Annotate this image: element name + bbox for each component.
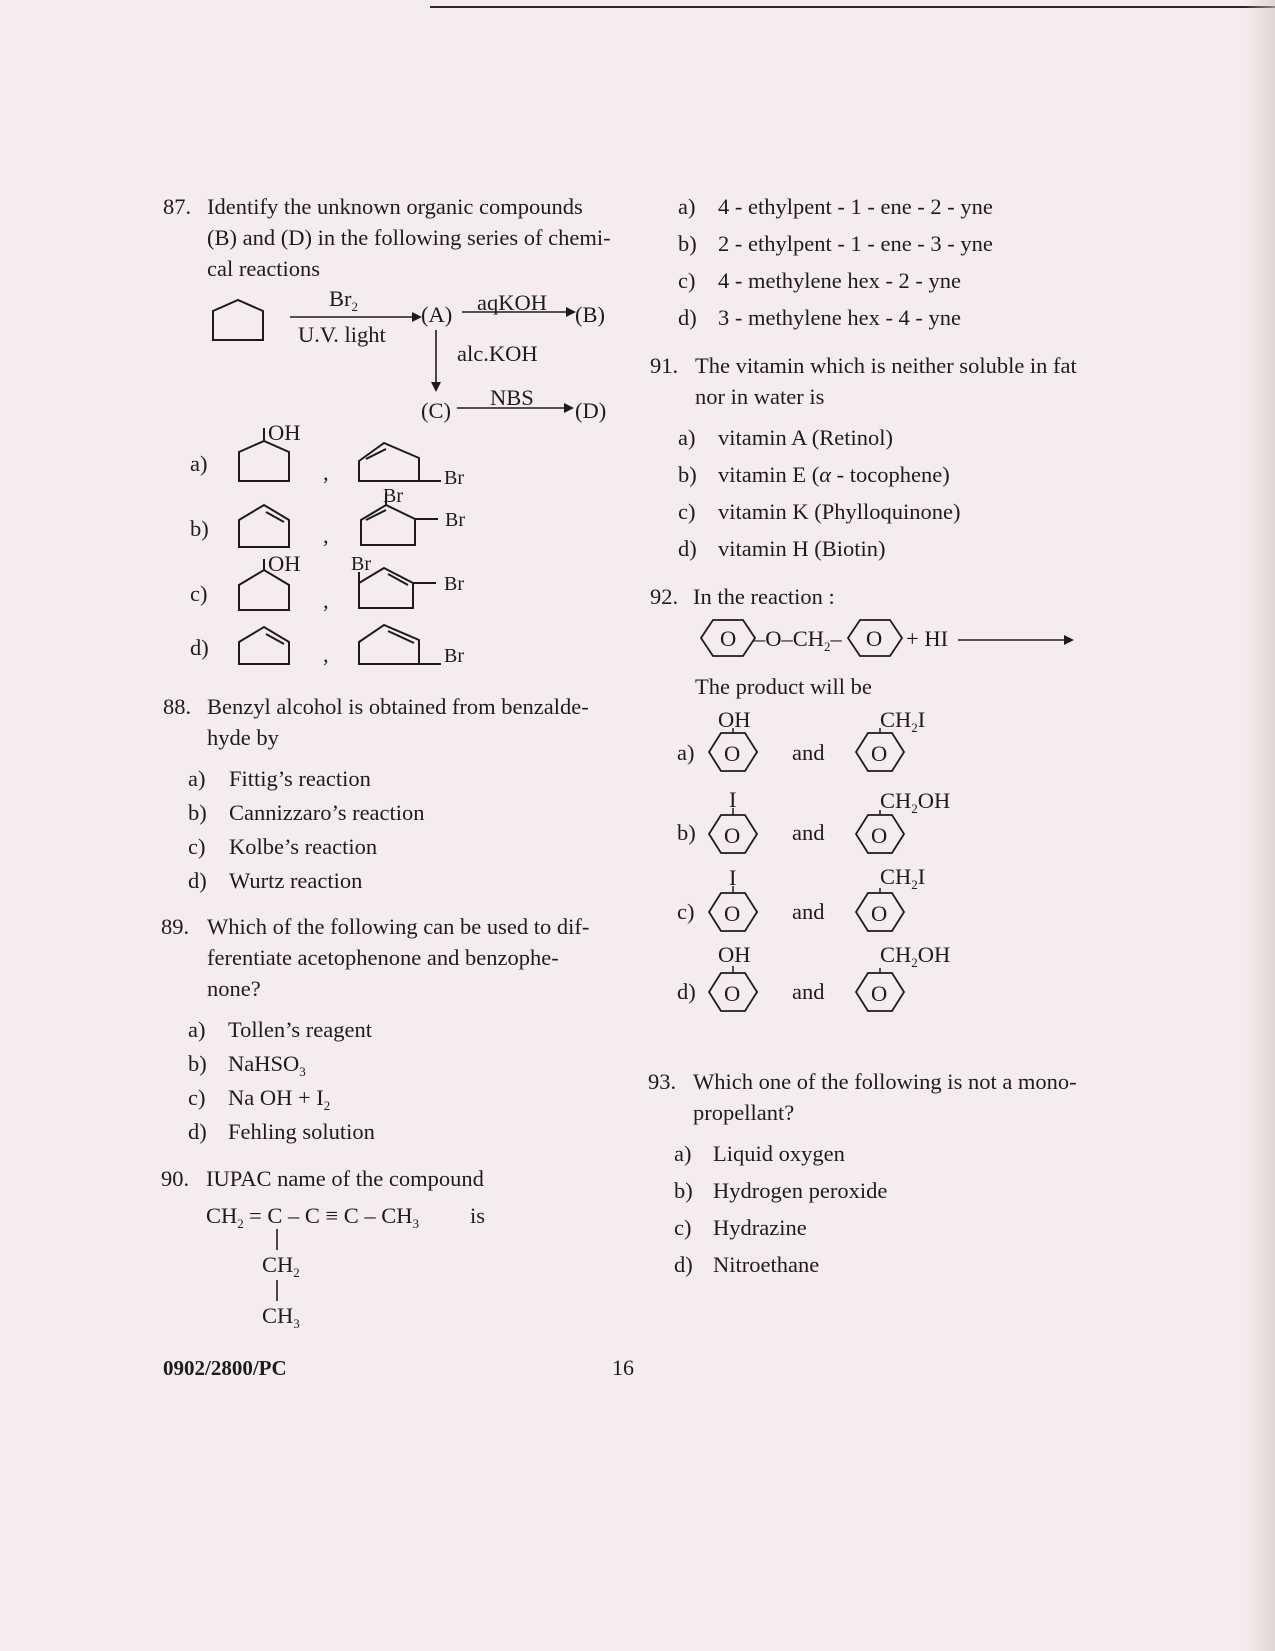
option-text: Liquid oxygen xyxy=(713,1141,845,1166)
substituent-oh: OH xyxy=(268,551,301,576)
substituent-left: OH xyxy=(718,942,751,967)
reagent-uv-light: U.V. light xyxy=(298,322,386,347)
option-text: NaHSO$_3$ xyxy=(228,1051,306,1079)
separator: , xyxy=(323,460,329,485)
option-text: Cannizzaro’s reaction xyxy=(229,800,425,825)
substituent-br: Br xyxy=(444,467,464,489)
substituent-br: Br xyxy=(383,485,403,507)
booklet-code: 0902/2800/PC xyxy=(163,1356,287,1380)
option-label: c) xyxy=(677,899,695,924)
ring-letter: O xyxy=(871,823,888,848)
ring xyxy=(239,627,289,664)
reagent-alc-koh: alc.KOH xyxy=(457,341,538,366)
question-text-line: Benzyl alcohol is obtained from benzalde- xyxy=(207,694,589,719)
ring xyxy=(359,443,419,481)
substituent-br: Br xyxy=(445,509,465,531)
substituent-oh: OH xyxy=(268,420,301,445)
question-text-line: cal reactions xyxy=(207,256,321,281)
cyclopentane-ring xyxy=(213,300,263,340)
compound-d: (D) xyxy=(575,398,607,423)
question-text-line: The vitamin which is neither soluble in fat xyxy=(695,353,1077,378)
option-text: vitamin E (α - tocophene) xyxy=(718,462,950,487)
ring xyxy=(239,505,289,547)
formula-branch-ch2: $CH_2$ xyxy=(262,1252,300,1280)
ring xyxy=(361,505,415,545)
substituent-left: I xyxy=(729,787,737,812)
ring-letter: O xyxy=(871,741,888,766)
ring-letter: O xyxy=(871,901,888,926)
option-label: c) xyxy=(188,834,206,859)
option-label: c) xyxy=(678,499,696,524)
question-text-line: ferentiate acetophenone and benzophe- xyxy=(207,945,559,970)
question-text-line: In the reaction : xyxy=(693,584,835,609)
formula-chain: = $C - C \equiv C - CH_3$ xyxy=(249,1203,420,1231)
option-label: b) xyxy=(674,1178,693,1203)
option-label: c) xyxy=(678,268,696,293)
option-label: b) xyxy=(677,820,696,845)
option-text: vitamin H (Biotin) xyxy=(718,536,886,561)
question-number: 88. xyxy=(163,694,192,719)
compound-b: (B) xyxy=(575,302,605,327)
option-text: Fehling solution xyxy=(228,1119,375,1144)
substituent-br: Br xyxy=(444,573,464,595)
option-label: b) xyxy=(188,800,207,825)
page-number: 16 xyxy=(612,1355,634,1380)
option-label: d) xyxy=(674,1252,693,1277)
ring-letter: O xyxy=(871,981,888,1006)
option-label: b) xyxy=(678,462,697,487)
question-text-line: IUPAC name of the compound xyxy=(206,1166,484,1191)
option-label: d) xyxy=(188,868,207,893)
separator: , xyxy=(323,523,329,548)
option-text: Nitroethane xyxy=(713,1252,820,1277)
product-line: The product will be xyxy=(695,674,872,699)
question-number: 93. xyxy=(648,1069,677,1094)
option-text: Na OH + $I_2$ xyxy=(228,1085,331,1113)
option-label: b) xyxy=(188,1051,207,1076)
ring-letter: O xyxy=(724,741,741,766)
option-text: Hydrazine xyxy=(713,1215,807,1240)
arrow-head xyxy=(431,382,441,392)
option-label: a) xyxy=(190,451,208,476)
option-text: Kolbe’s reaction xyxy=(229,834,378,859)
option-label: a) xyxy=(188,766,206,791)
option-label: c) xyxy=(188,1085,206,1110)
ring-letter: O xyxy=(724,823,741,848)
top-rule xyxy=(430,6,1275,8)
option-label: a) xyxy=(677,740,695,765)
question-number: 89. xyxy=(161,914,190,939)
option-text: 3 - methylene hex - 4 - yne xyxy=(718,305,962,330)
option-label: d) xyxy=(677,979,696,1004)
substituent-br: Br xyxy=(351,553,371,575)
ring-letter: O xyxy=(720,626,737,651)
and-word: and xyxy=(792,820,825,845)
question-text-line: hyde by xyxy=(207,725,279,750)
question-number: 92. xyxy=(650,584,679,609)
option-label: a) xyxy=(678,425,696,450)
reagent-aqkoh: aqKOH xyxy=(477,290,547,315)
substituent-right: $CH_2OH$ xyxy=(880,942,951,970)
option-text: Tollen’s reagent xyxy=(228,1017,372,1042)
arrow-head xyxy=(1064,635,1074,645)
reagent-hi: + HI xyxy=(906,626,949,651)
option-label: b) xyxy=(190,516,209,541)
question-text-line: nor in water is xyxy=(695,384,825,409)
option-text: vitamin A (Retinol) xyxy=(718,425,893,450)
separator: , xyxy=(323,588,329,613)
option-label: c) xyxy=(674,1215,692,1240)
ether-link: $-O-CH_2-$ xyxy=(754,626,842,654)
substituent-left: I xyxy=(729,865,737,890)
compound-a: (A) xyxy=(421,302,453,327)
option-text: 4 - ethylpent - 1 - ene - 2 - yne xyxy=(718,194,993,219)
formula-branch-ch3: $CH_3$ xyxy=(262,1303,300,1331)
substituent-br: Br xyxy=(444,645,464,667)
option-label: c) xyxy=(190,581,208,606)
and-word: and xyxy=(792,979,825,1004)
question-text-line: propellant? xyxy=(693,1100,795,1125)
question-text-line: Identify the unknown organic compounds xyxy=(207,194,583,219)
compound-c: (C) xyxy=(421,398,451,423)
question-text-line: (B) and (D) in the following series of chemi- xyxy=(207,225,611,250)
question-text-line: Which of the following can be used to dif- xyxy=(207,914,590,939)
option-label: d) xyxy=(678,536,697,561)
page-edge-shadow xyxy=(1245,0,1275,1651)
substituent-right: $CH_2OH$ xyxy=(880,788,951,816)
option-text: vitamin K (Phylloquinone) xyxy=(718,499,961,524)
option-text: 4 - methylene hex - 2 - yne xyxy=(718,268,962,293)
question-number: 87. xyxy=(163,194,192,219)
separator: , xyxy=(323,642,329,667)
ring-letter: O xyxy=(866,626,883,651)
option-text: Fittig’s reaction xyxy=(229,766,371,791)
reagent-br2: $Br_2$ xyxy=(329,286,358,314)
option-label: d) xyxy=(188,1119,207,1144)
and-word: and xyxy=(792,740,825,765)
option-text: Hydrogen peroxide xyxy=(713,1178,888,1203)
q92-product-rings xyxy=(0,0,1,1)
question-number: 91. xyxy=(650,353,679,378)
question-text-line: none? xyxy=(207,976,261,1001)
reagent-nbs: NBS xyxy=(490,385,534,410)
option-text: 2 - ethylpent - 1 - ene - 3 - yne xyxy=(718,231,993,256)
formula-is: is xyxy=(470,1203,486,1228)
question-number: 90. xyxy=(161,1166,190,1191)
ring-letter: O xyxy=(724,901,741,926)
substituent-right: $CH_2I$ xyxy=(880,707,926,735)
ring-letter: O xyxy=(724,981,741,1006)
and-word: and xyxy=(792,899,825,924)
arrow-head xyxy=(564,403,574,413)
option-label: d) xyxy=(678,305,697,330)
substituent-right: $CH_2I$ xyxy=(880,864,926,892)
option-text: Wurtz reaction xyxy=(229,868,363,893)
option-label: a) xyxy=(678,194,696,219)
option-label: a) xyxy=(188,1017,206,1042)
option-label: b) xyxy=(678,231,697,256)
formula-ch2: $CH_2$ xyxy=(206,1203,244,1231)
substituent-left: OH xyxy=(718,707,751,732)
option-label: a) xyxy=(674,1141,692,1166)
option-label: d) xyxy=(190,635,209,660)
question-text-line: Which one of the following is not a mono- xyxy=(693,1069,1077,1094)
